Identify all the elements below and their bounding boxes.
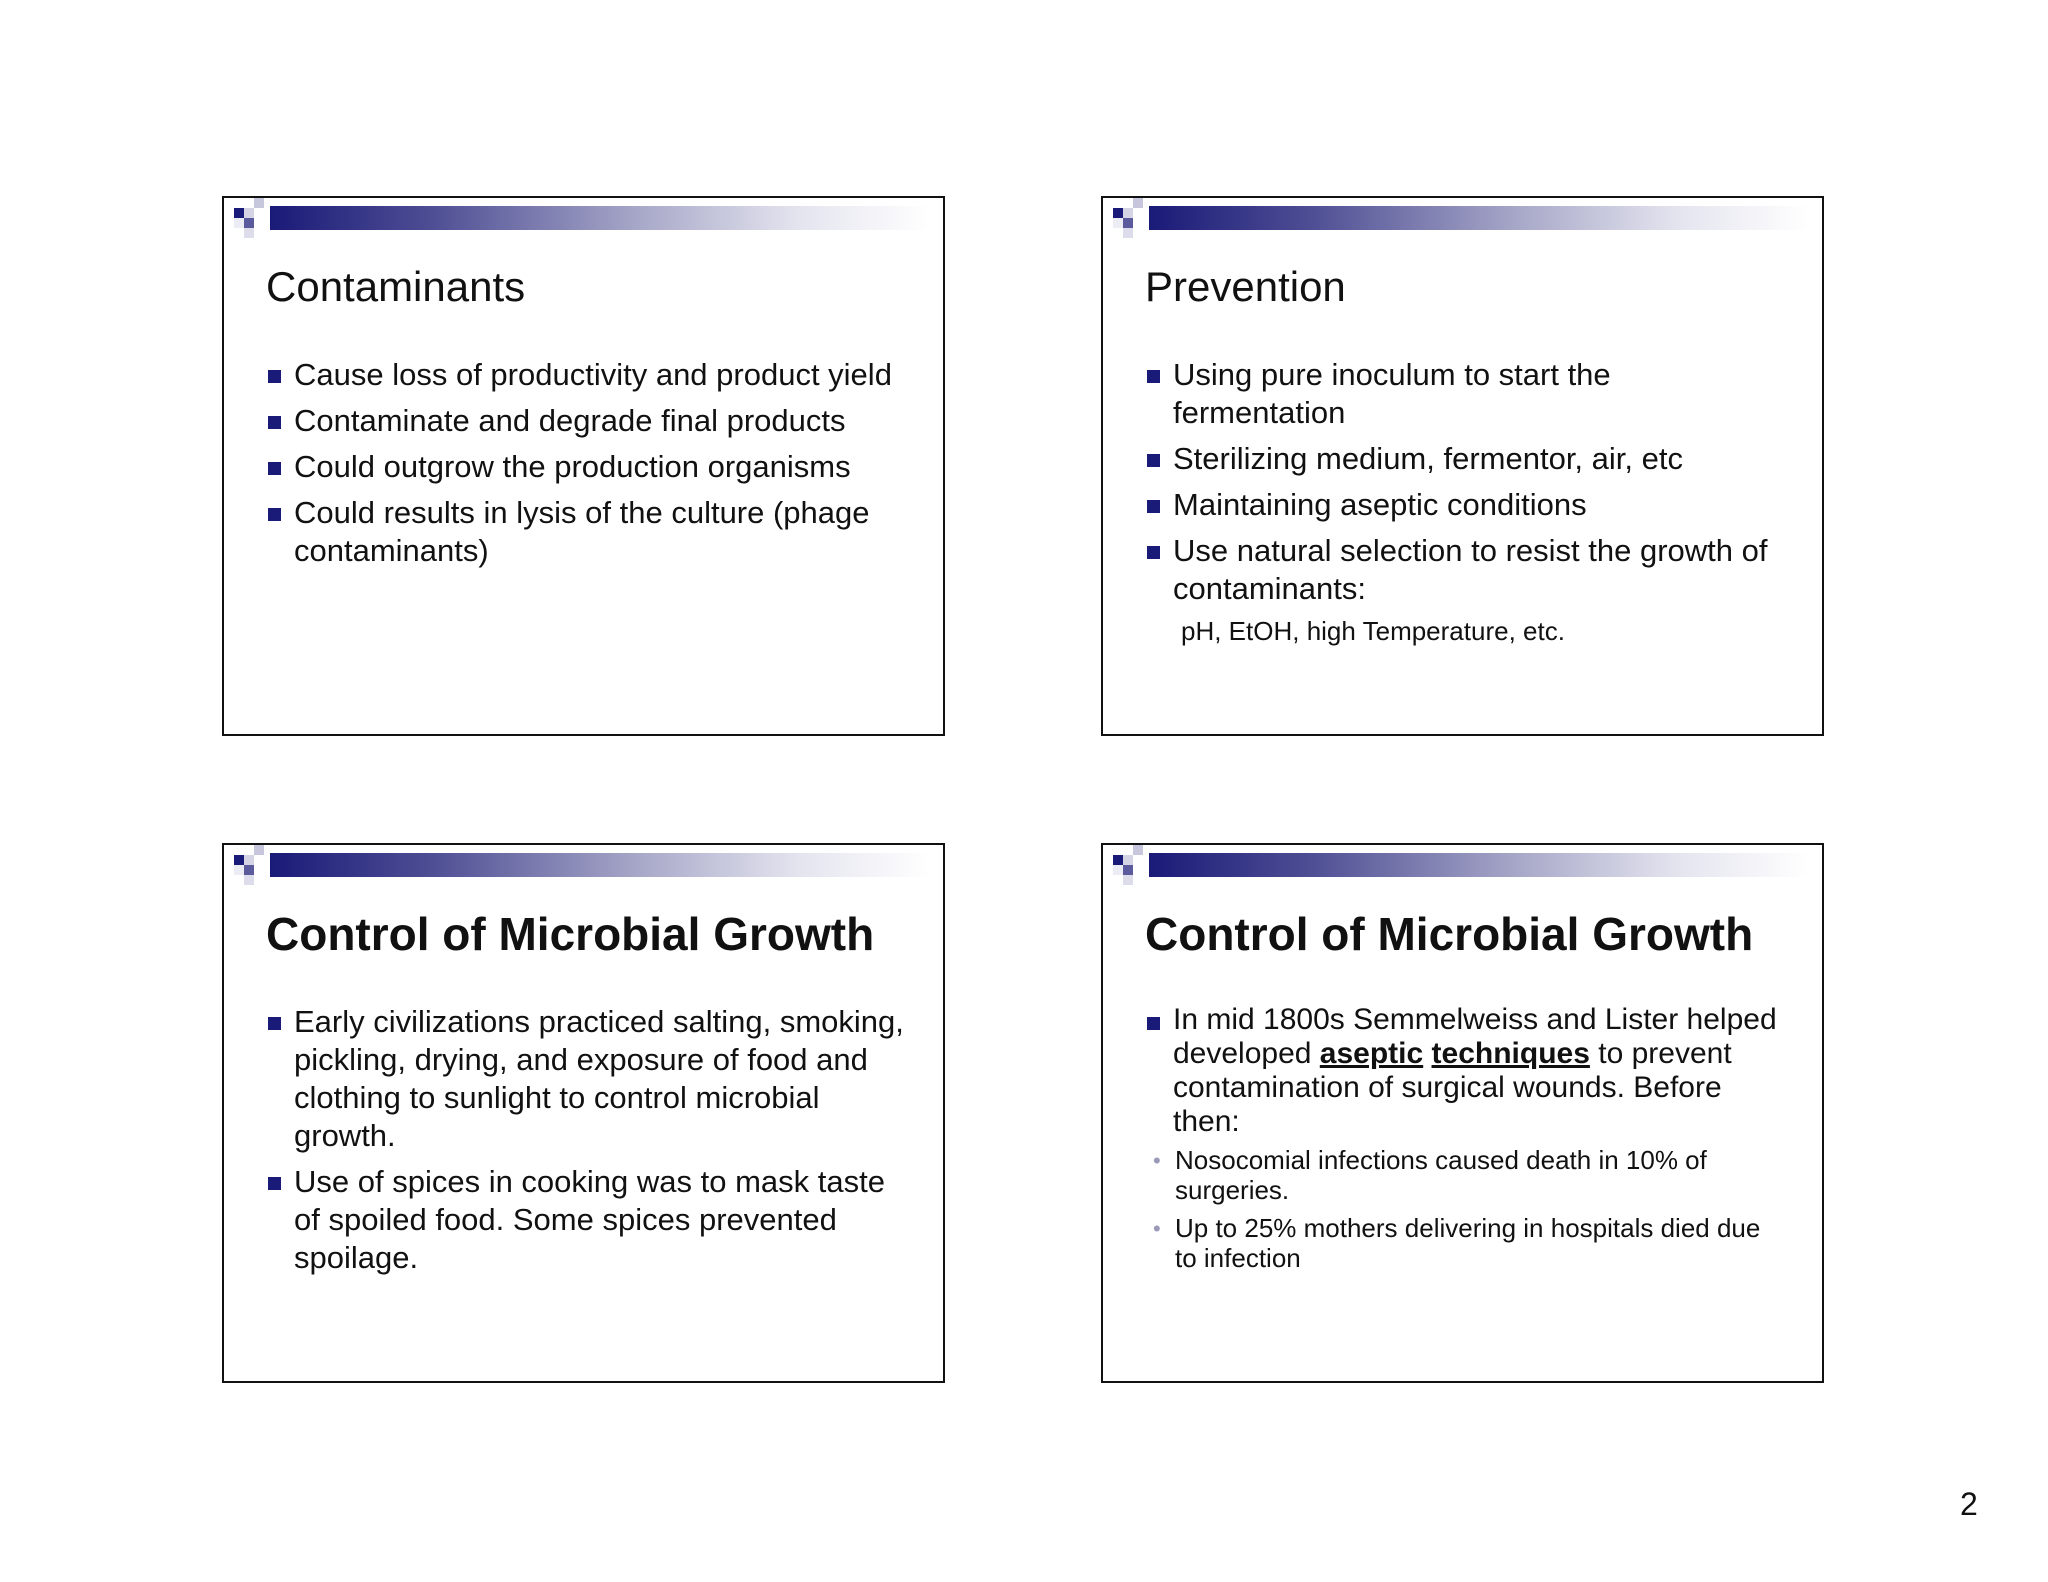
slide-prevention bbox=[1101, 196, 1824, 736]
square-bullet-icon bbox=[1147, 370, 1160, 383]
bullet-item: Contaminate and degrade final products bbox=[266, 402, 906, 440]
bullet-item: Early civilizations practiced salting, smoking, pickling, drying, and exposure of food and clothing to sunlight to control microbial growth. bbox=[266, 1003, 906, 1155]
sub-bullet-item: • Nosocomial infections caused death in 10% of surgeries. bbox=[1153, 1145, 1707, 1205]
slide-title: Contaminants bbox=[266, 263, 526, 310]
slide-control-aseptic bbox=[1101, 843, 1824, 1383]
round-bullet-icon: • bbox=[1153, 1216, 1161, 1241]
bullet-item: In mid 1800s Semmelweiss and Lister helped developed aseptic techniques to prevent contamination of surgical wounds. Before then: bbox=[1145, 1003, 1785, 1139]
sub-bullet-list bbox=[1145, 1145, 1785, 1273]
bullet-list bbox=[1145, 1003, 1785, 1139]
bullet-item: Could results in lysis of the culture (phage contaminants) bbox=[266, 494, 906, 570]
bullet-item: Sterilizing medium, fermentor, air, etc bbox=[1145, 440, 1785, 478]
slide-header-decoration bbox=[1103, 198, 1824, 238]
sub-bullet-item: • Up to 25% mothers delivering in hospitals died due to infection bbox=[1153, 1213, 1761, 1273]
square-bullet-icon bbox=[1147, 454, 1160, 467]
bullet-item: Could outgrow the production organisms bbox=[266, 448, 906, 486]
square-bullet-icon bbox=[1147, 500, 1160, 513]
bullet-item: Cause loss of productivity and product yield bbox=[266, 356, 906, 394]
slide-title: Prevention bbox=[1145, 263, 1346, 310]
note-text: pH, EtOH, high Temperature, etc. bbox=[1181, 616, 1565, 646]
bullet-item: Use natural selection to resist the growth of contaminants: bbox=[1145, 532, 1785, 608]
square-bullet-icon bbox=[1147, 546, 1160, 559]
slide-title: Control of Microbial Growth bbox=[1145, 908, 1754, 960]
square-bullet-icon bbox=[1147, 1017, 1160, 1030]
keyword-aseptic: aseptic bbox=[1319, 1037, 1424, 1070]
bullet-list bbox=[266, 356, 906, 570]
slide-header-decoration bbox=[224, 845, 945, 885]
page-number: 2 bbox=[1960, 1486, 1978, 1522]
slide-title: Control of Microbial Growth bbox=[266, 908, 875, 960]
square-bullet-icon bbox=[268, 462, 281, 475]
bullet-item: Using pure inoculum to start the fermentation bbox=[1145, 356, 1785, 432]
square-bullet-icon bbox=[268, 416, 281, 429]
bullet-list bbox=[1145, 356, 1785, 608]
slide-header-decoration bbox=[224, 198, 945, 238]
slide-control-history bbox=[222, 843, 945, 1383]
square-bullet-icon bbox=[268, 508, 281, 521]
bullet-item: Maintaining aseptic conditions bbox=[1145, 486, 1785, 524]
bullet-item: Use of spices in cooking was to mask taste of spoiled food. Some spices prevented spoilage. bbox=[266, 1163, 906, 1277]
slide-contaminants bbox=[222, 196, 945, 736]
slide-header-decoration bbox=[1103, 845, 1824, 885]
round-bullet-icon: • bbox=[1153, 1148, 1161, 1173]
square-bullet-icon bbox=[268, 1177, 281, 1190]
bullet-list bbox=[266, 1003, 906, 1277]
square-bullet-icon bbox=[268, 1017, 281, 1030]
keyword-techniques: techniques bbox=[1431, 1037, 1590, 1070]
square-bullet-icon bbox=[268, 370, 281, 383]
